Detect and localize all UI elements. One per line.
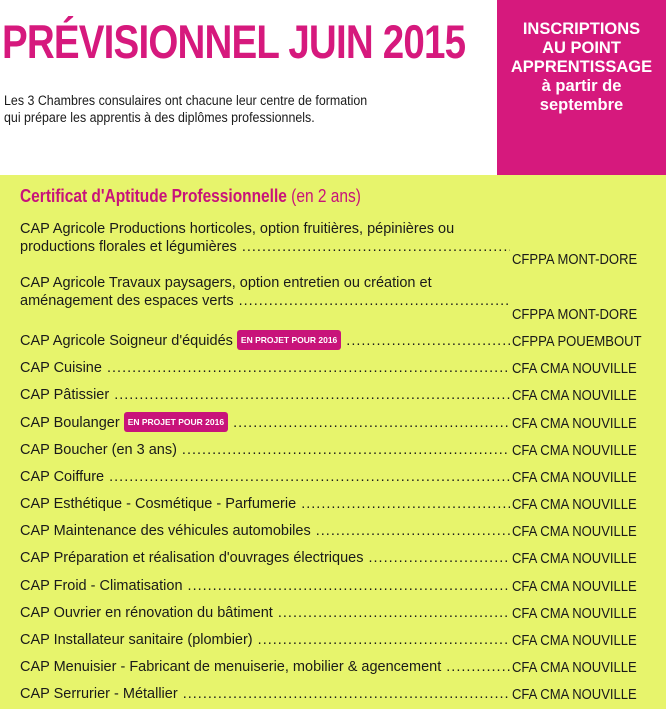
list-item bbox=[20, 625, 652, 652]
list-item bbox=[20, 407, 652, 434]
course-name-line: CAP Maintenance des véhicules automobiles ..... bbox=[20, 522, 510, 540]
course-institution: CFA CMA NOUVILLE bbox=[512, 578, 637, 595]
badge-line: septembre bbox=[539, 96, 624, 114]
course-name-line: CAP Agricole Travaux paysagers, option entretien ou création et bbox=[20, 275, 432, 292]
course-name bbox=[20, 577, 510, 595]
course-institution: CFPPA MONT-DORE bbox=[512, 306, 638, 323]
course-name bbox=[20, 386, 510, 404]
page-subtitle bbox=[4, 92, 436, 126]
list-item bbox=[20, 570, 652, 597]
course-name-line: CAP Pâtissier ..... bbox=[20, 386, 510, 404]
course-name bbox=[20, 495, 510, 513]
list-item bbox=[20, 489, 652, 516]
course-institution: CFA CMA NOUVILLE bbox=[512, 415, 637, 432]
course-name-line: CAP Préparation et réalisation d'ouvrages électriques ..... bbox=[20, 549, 510, 567]
course-name-line bbox=[20, 412, 510, 432]
list-item bbox=[20, 217, 652, 271]
list-item bbox=[20, 516, 652, 543]
list-item bbox=[20, 326, 652, 353]
subtitle-line: Les 3 Chambres consulaires ont chacune leur centre de formation bbox=[4, 93, 368, 108]
section-title bbox=[20, 186, 361, 207]
course-institution: CFA CMA NOUVILLE bbox=[512, 660, 637, 677]
course-name-text: CAP Agricole Soigneur d'équidés bbox=[20, 332, 233, 349]
list-item bbox=[20, 353, 652, 380]
registration-badge bbox=[497, 0, 666, 181]
course-institution: CFA CMA NOUVILLE bbox=[512, 633, 637, 650]
course-name bbox=[20, 549, 510, 567]
project-tag: EN PROJET POUR 2016 bbox=[237, 330, 341, 350]
list-item bbox=[20, 435, 652, 462]
course-name-line: CAP Menuisier - Fabricant de menuiserie, mobilier & agencement ..... bbox=[20, 658, 510, 676]
list-item bbox=[20, 271, 652, 325]
course-name-line: CAP Froid - Climatisation ..... bbox=[20, 577, 510, 595]
subtitle-line: qui prépare les apprentis à des diplômes professionnels. bbox=[4, 110, 315, 125]
course-name bbox=[20, 522, 510, 540]
course-institution: CFA CMA NOUVILLE bbox=[512, 388, 637, 405]
course-name-line bbox=[20, 330, 510, 350]
course-list bbox=[20, 217, 652, 706]
course-name bbox=[20, 330, 510, 350]
course-institution: CFA CMA NOUVILLE bbox=[512, 605, 637, 622]
course-institution: CFA CMA NOUVILLE bbox=[512, 361, 637, 378]
course-name-text: CAP Boulanger bbox=[20, 414, 120, 431]
course-name-line: CAP Esthétique - Cosmétique - Parfumerie ..... bbox=[20, 495, 510, 513]
course-institution: CFA CMA NOUVILLE bbox=[512, 524, 637, 541]
course-name bbox=[20, 631, 510, 649]
course-name-line: CAP Serrurier - Métallier ..... bbox=[20, 685, 510, 703]
badge-line: à partir de bbox=[541, 77, 622, 95]
course-name-line: CAP Coiffure ..... bbox=[20, 468, 510, 486]
page-title: PRÉVISIONNEL JUIN 2015 bbox=[2, 15, 466, 68]
course-name bbox=[20, 274, 510, 310]
list-item bbox=[20, 679, 652, 706]
course-institution: CFA CMA NOUVILLE bbox=[512, 551, 637, 568]
course-institution: CFPPA MONT-DORE bbox=[512, 252, 638, 269]
badge-line: INSCRIPTIONS bbox=[522, 20, 641, 38]
course-institution: CFA CMA NOUVILLE bbox=[512, 442, 637, 459]
course-institution: CFPPA POUEMBOUT bbox=[512, 333, 642, 350]
course-name bbox=[20, 220, 510, 256]
course-name-line: CAP Boucher (en 3 ans) ..... bbox=[20, 441, 510, 459]
course-institution: CFA CMA NOUVILLE bbox=[512, 469, 637, 486]
course-name bbox=[20, 658, 510, 676]
badge-line: APPRENTISSAGE bbox=[510, 58, 653, 76]
course-institution: CFA CMA NOUVILLE bbox=[512, 497, 637, 514]
list-item bbox=[20, 462, 652, 489]
course-name-line: productions florales et légumières ..... bbox=[20, 238, 510, 256]
course-name-line: CAP Installateur sanitaire (plombier) ..... bbox=[20, 631, 510, 649]
course-name-line: CAP Ouvrier en rénovation du bâtiment ..... bbox=[20, 604, 510, 622]
course-name bbox=[20, 412, 510, 432]
project-tag: EN PROJET POUR 2016 bbox=[124, 412, 228, 432]
course-name bbox=[20, 359, 510, 377]
section-title-duration: (en 2 ans) bbox=[286, 186, 361, 206]
badge-line: AU POINT bbox=[542, 39, 621, 57]
section-title-bold: Certificat d'Aptitude Professionnelle bbox=[20, 186, 287, 206]
list-item bbox=[20, 598, 652, 625]
course-name-line: CAP Agricole Productions horticoles, option fruitières, pépinières ou bbox=[20, 221, 455, 237]
list-item bbox=[20, 543, 652, 570]
course-name bbox=[20, 441, 510, 459]
course-name bbox=[20, 685, 510, 703]
list-item bbox=[20, 380, 652, 407]
course-name bbox=[20, 604, 510, 622]
course-institution: CFA CMA NOUVILLE bbox=[512, 687, 637, 704]
course-name bbox=[20, 468, 510, 486]
course-name-line: CAP Cuisine ..... bbox=[20, 359, 510, 377]
course-name-line: aménagement des espaces verts ..... bbox=[20, 292, 510, 310]
list-item bbox=[20, 652, 652, 679]
